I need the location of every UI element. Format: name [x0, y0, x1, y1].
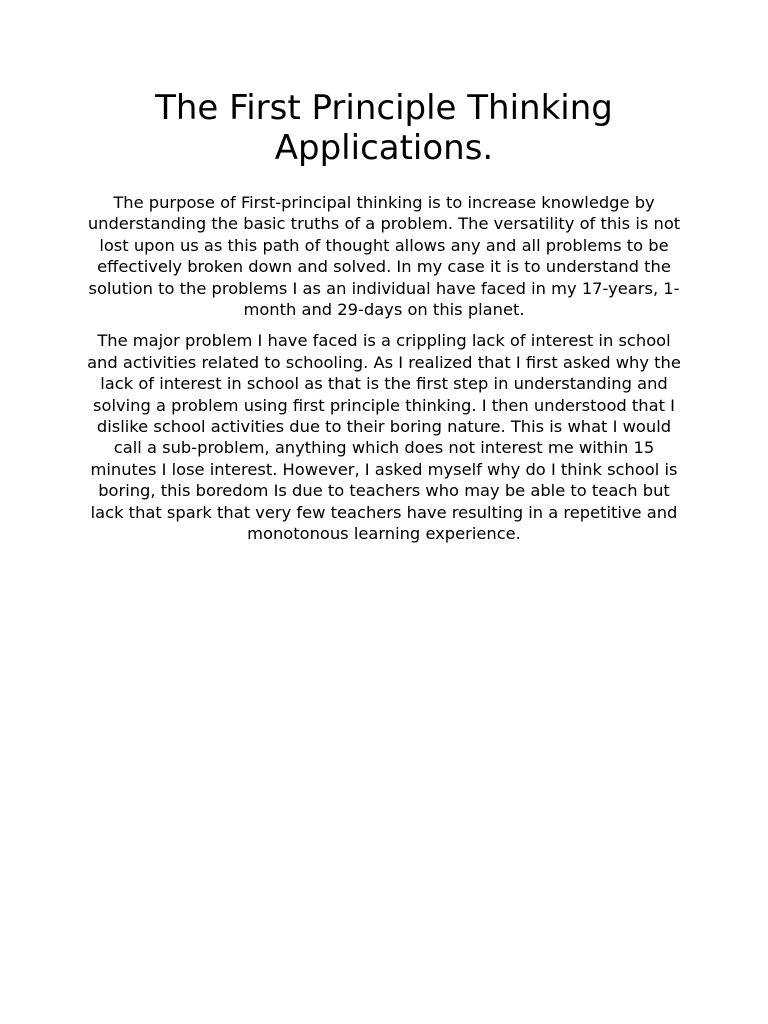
body-paragraph-2: The major problem I have faced is a crippling lack of interest in school and activities related to schooling. As I realized that I first asked why the lack of interest in school as that is the first step in understanding and solving a problem using first principle thinking. I then understood that I dislike school activities due to their boring nature. This is what I would call a sub-problem, anything which does not interest me within 15 minutes I lose interest. However, I asked myself why do I think school is boring, this boredom Is due to teachers who may be able to teach but lack that spark that very few teachers have resulting in a repetitive and monotonous learning experience.: [87, 331, 681, 544]
document-title: The First Principle Thinking Applications.: [155, 88, 613, 168]
document-body: [86, 192, 682, 555]
body-paragraph-1: The purpose of First-principal thinking is to increase knowledge by understanding the basic truths of a problem. The versatility of this is not lost upon us as this path of thought allows any and all problems to be effectively broken down and solved. In my case it is to understand the solution to the problems I as an individual have faced in my 17-years, 1-month and 29-days on this planet.: [87, 193, 681, 320]
